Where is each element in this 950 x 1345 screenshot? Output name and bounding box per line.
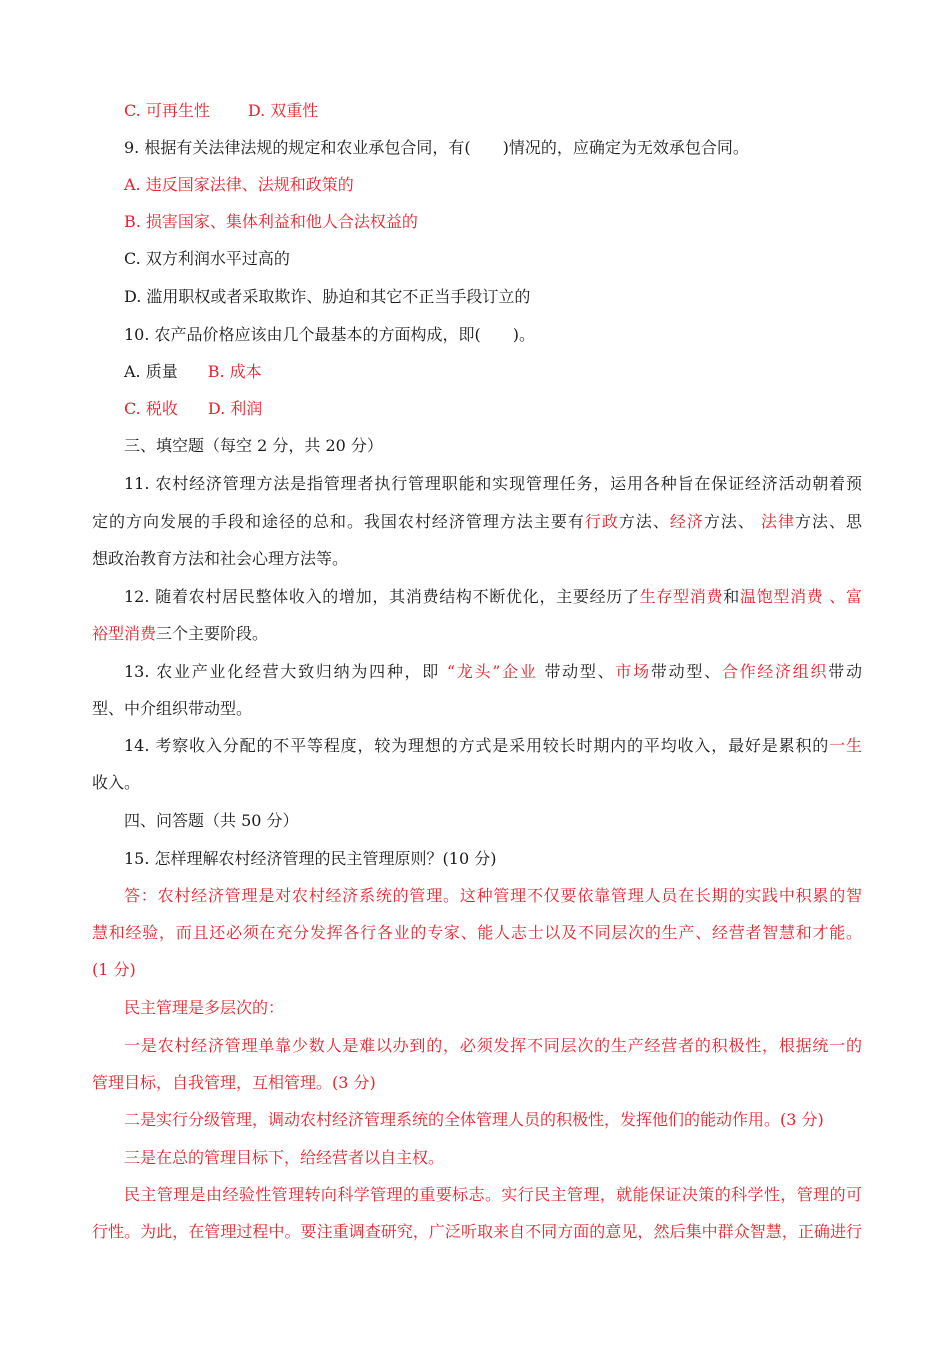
q15-answer-line6: 管理目标，自我管理，互相管理。(3 分) (92, 1073, 376, 1092)
section3-heading: 三、填空题（每空 2 分，共 20 分） (124, 436, 383, 455)
q11-text: 方法、 (703, 512, 761, 531)
q9-option-a: A. 违反国家法律、法规和政策的 (124, 175, 354, 194)
q10-option-a: A. 质量 (124, 362, 178, 381)
q15-answer-line8: 三是在总的管理目标下，给经营者以自主权。 (124, 1148, 445, 1167)
q15-stem: 15. 怎样理解农村经济管理的民主管理原则？(10 分) (124, 849, 497, 868)
q13-line1 (124, 661, 862, 683)
q11-answer-2: 经济 (669, 512, 704, 531)
q9-stem: 9. 根据有关法律法规的规定和农业承包合同，有( )情况的，应确定为无效承包合同。 (124, 138, 749, 157)
q9-option-b: B. 损害国家、集体利益和他人合法权益的 (124, 212, 418, 231)
q12-line1 (124, 586, 862, 608)
q10-stem: 10. 农产品价格应该由几个最基本的方面构成，即( )。 (124, 325, 536, 344)
q15-answer-line10: 行性。为此，在管理过程中。要注重调查研究，广泛听取来自不同方面的意见，然后集中群众智慧，正确进行 (92, 1222, 862, 1241)
q14-text: 14. 考察收入分配的不平等程度，较为理想的方式是采用较长时期内的平均收入，最好是累积的 (124, 736, 830, 755)
q9-option-d: D. 滥用职权或者采取欺诈、胁迫和其它不正当手段订立的 (124, 287, 531, 306)
q11-line3: 想政治教育方法和社会心理方法等。 (92, 549, 349, 568)
q10-option-c: C. 税收 (124, 399, 178, 418)
q13-text: 带动型、 (537, 662, 616, 681)
q15-answer-line2: 慧和经验，而且还必须在充分发挥各行各业的专家、能人志士以及不同层次的生产、经营者智慧和才能。 (92, 923, 862, 942)
q15-answer-line7: 二是实行分级管理，调动农村经济管理系统的全体管理人员的积极性，发挥他们的能动作用。(3 分) (124, 1110, 824, 1129)
q13-line2: 型、中介组织带动型。 (92, 699, 253, 718)
q12-answer-1: 生存型消费 (639, 587, 724, 606)
q10-option-d: D. 利润 (207, 399, 263, 418)
q15-answer-line5: 一是农村经济管理单靠少数人是难以办到的，必须发挥不同层次的生产经营者的积极性，根据统一的 (124, 1036, 862, 1055)
q10-option-b: B. 成本 (207, 362, 262, 381)
q12-answer-2-cont: 裕型消费 (92, 624, 157, 643)
q11-line2 (92, 511, 862, 533)
section4-heading: 四、问答题（共 50 分） (124, 811, 299, 830)
q10-options-cd (124, 398, 262, 420)
q12-line2 (92, 623, 268, 645)
q12-answer-2: 温饱型消费 、富 (739, 587, 862, 606)
q13-text: 13. 农业产业化经营大致归纳为四种，即 (124, 662, 447, 681)
q8-option-c: C. 可再生性 (124, 101, 210, 120)
q11-line1: 11. 农村经济管理方法是指管理者执行管理职能和实现管理任务，运用各种旨在保证经济活动朝着预 (124, 474, 862, 493)
q12-text: 三个主要阶段。 (156, 624, 269, 643)
q11-text: 定的方向发展的手段和途径的总和。我国农村经济管理方法主要有 (92, 512, 585, 531)
q15-answer-line1: 答：农村经济管理是对农村经济系统的管理。这种管理不仅要依靠管理人员在长期的实践中积累的智 (124, 886, 862, 905)
q13-answer-3: 合作经济组织 (721, 662, 829, 681)
q8-option-d: D. 双重性 (247, 101, 319, 120)
q11-answer-1: 行政 (584, 512, 619, 531)
q11-text: 方法、思 (794, 512, 862, 531)
q15-answer-line9: 民主管理是由经验性管理转向科学管理的重要标志。实行民主管理，就能保证决策的科学性，管理的可 (124, 1185, 862, 1204)
q13-text: 带动型、 (650, 662, 722, 681)
q15-answer-line3: (1 分) (92, 960, 136, 979)
q11-answer-3: 法律 (760, 512, 795, 531)
q15-answer-line4: 民主管理是多层次的： (124, 998, 285, 1017)
q11-text: 方法、 (618, 512, 670, 531)
q14-line1 (124, 735, 862, 757)
q12-text: 和 (723, 587, 740, 606)
q10-options-ab (124, 361, 262, 383)
q9-option-c: C. 双方利润水平过高的 (124, 249, 290, 268)
q12-text: 12. 随着农村居民整体收入的增加，其消费结构不断优化，主要经历了 (124, 587, 640, 606)
q13-text: 带动 (828, 662, 862, 681)
q13-answer-1: “龙头”企业 (446, 662, 538, 681)
q8-options-cd (124, 100, 318, 122)
q14-line2: 收入。 (92, 773, 141, 792)
q13-answer-2: 市场 (615, 662, 651, 681)
q14-answer-1: 一生 (829, 736, 862, 755)
